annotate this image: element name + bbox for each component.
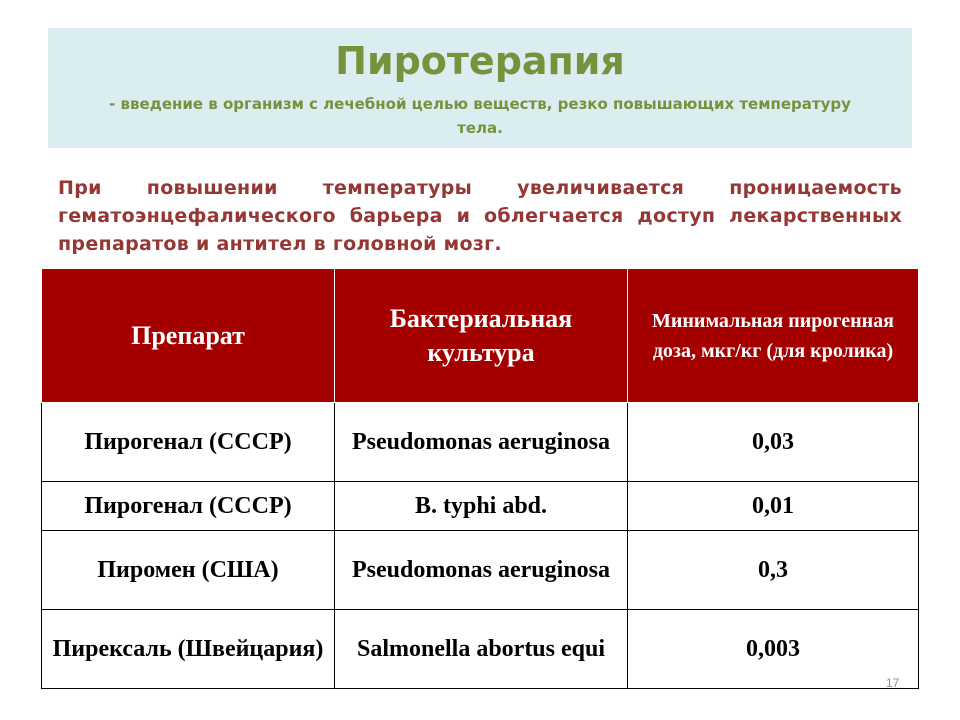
pyrogen-table [41, 268, 919, 689]
header-culture: Бактериальная культура [335, 269, 628, 403]
table-row [42, 610, 919, 689]
slide-title: Пиротерапия [335, 39, 625, 83]
intro-paragraph: При повышении температуры увеличивается проницаемость гематоэнцефалического барьера и облегчается доступ лекарственных препаратов и антител в головной мозг. [58, 177, 902, 255]
cell-culture: Pseudomonas aeruginosa [335, 403, 628, 482]
table-row [42, 531, 919, 610]
cell-dose: 0,03 [628, 403, 919, 482]
cell-dose: 0,003 [628, 610, 919, 689]
table-row [42, 403, 919, 482]
cell-dose: 0,01 [628, 482, 919, 531]
slide-subtitle: - введение в организм с лечебной целью веществ, резко повышающих температуру тела. [109, 95, 851, 137]
cell-culture: Pseudomonas aeruginosa [335, 531, 628, 610]
cell-culture: B. typhi abd. [335, 482, 628, 531]
cell-drug: Пиромен (США) [42, 531, 335, 610]
cell-drug: Пирогенал (СССР) [42, 403, 335, 482]
cell-drug: Пирексаль (Швейцария) [42, 610, 335, 689]
header-dose: Минимальная пирогенная доза, мкг/кг (для кролика) [628, 269, 919, 403]
cell-drug: Пирогенал (СССР) [42, 482, 335, 531]
table-header-row [42, 269, 919, 403]
title-banner [48, 28, 912, 148]
cell-dose: 0,3 [628, 531, 919, 610]
table-row [42, 482, 919, 531]
cell-culture: Salmonella abortus equi [335, 610, 628, 689]
page-number: 17 [886, 676, 900, 690]
header-drug: Препарат [42, 269, 335, 403]
